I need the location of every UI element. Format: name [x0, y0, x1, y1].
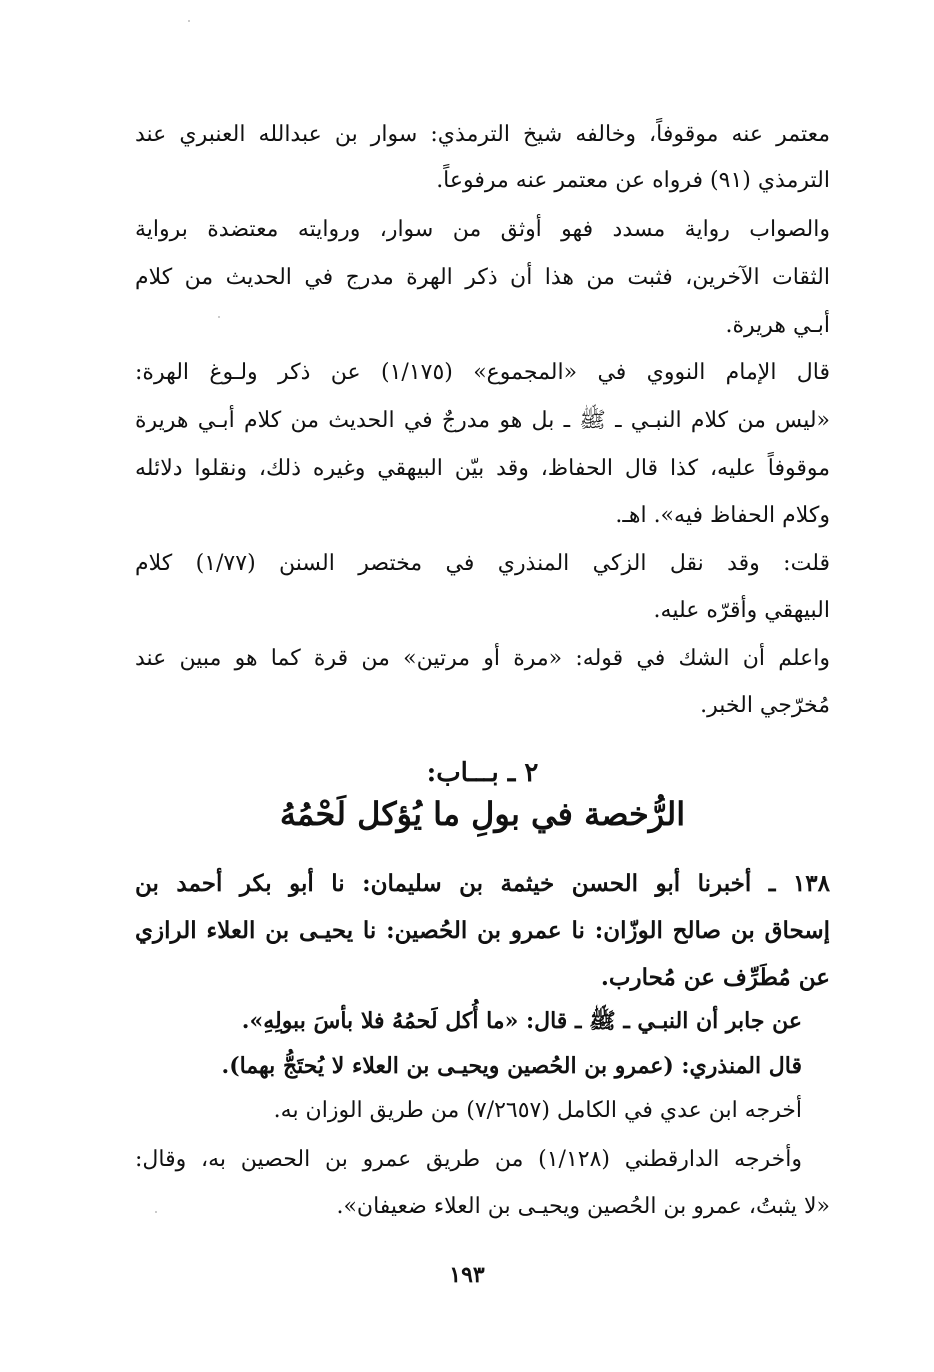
hadith-line: ١٣٨ ـ أخبرنا أبو الحسن خيثمة بن سليمان: نا أبو بكر أحمد بن: [135, 870, 830, 897]
hadith-line: إسحاق بن صالح الوزّان: نا عمرو بن الحُصين: نا يحيـى بن العلاء الرازي: [135, 917, 830, 944]
scan-speck: [188, 20, 190, 22]
hadith-line: «لا يثبتُ، عمرو بن الحُصين ويحيـى بن العلاء ضعيفان».: [336, 1194, 830, 1219]
page-number: ١٩٣: [449, 1262, 485, 1288]
text-line: موقوفاً عليه، كذا قال الحفاظ، وقد بيّن البيهقي وغيره ذلك، ونقلوا دلائله: [135, 456, 830, 481]
text-line: «ليس من كلام النبـي ـ ﷺ ـ بل هو مدرجٌ في الحديث من كلام أبـي هريرة: [135, 408, 830, 433]
text-line: قال الإمام النووي في «المجموع» (١/١٧٥) عن ذكر ولـوغ الهرة:: [135, 360, 830, 385]
text-line: قلت: وقد نقل الزكي المنذري في مختصر السنن (١/٧٧) كلام: [135, 551, 830, 576]
text-line: الثقات الآخرين، فثبت من هذا أن ذكر الهرة مدرج في الحديث من كلام: [135, 265, 830, 290]
text-line: واعلم أن الشك في قوله: «مرة أو مرتين» من قرة كما هو مبين عند: [135, 646, 830, 671]
text-line: معتمر عنه موقوفاً، وخالفه شيخ الترمذي: سوار بن عبدالله العنبري عند: [135, 122, 830, 147]
hadith-line: عن جابر أن النبـي ـ ﷺ ـ قال: «ما أُكل لَحمُهُ فلا بأسَ ببولِهِ».: [241, 1008, 802, 1034]
chapter-number: ٢ ـ بـــاب:: [426, 758, 539, 788]
hadith-line: عن مُطَرِّف عن مُحارب.: [600, 964, 830, 991]
text-line: البيهقي وأقرّه عليه.: [653, 598, 830, 623]
chapter-title: الرُّخصة في بولِ ما يُؤكل لَحْمُهُ: [279, 795, 686, 833]
text-line: أبـي هريرة.: [725, 313, 830, 338]
hadith-line: وأخرجه الدارقطني (١/١٢٨) من طريق عمرو بن الحصين به، وقال:: [135, 1147, 803, 1172]
text-line: الترمذي (٩١) فرواه عن معتمر عنه مرفوعاً.: [436, 168, 830, 193]
text-line: والصواب رواية مسدد فهو أوثق من سوار، وروايته معتضدة برواية: [135, 217, 830, 242]
hadith-line: قال المنذري: (عمرو بن الحُصين ويحيـى بن العلاء لا يُحتَجُّ بهما).: [221, 1053, 802, 1079]
text-line: مُخرّجي الخبر.: [700, 693, 830, 718]
hadith-line: أخرجه ابن عدي في الكامل (٧/٢٦٥٧) من طريق الوزان به.: [273, 1098, 802, 1123]
text-line: وكلام الحفاظ فيه». اهـ.: [615, 503, 830, 528]
